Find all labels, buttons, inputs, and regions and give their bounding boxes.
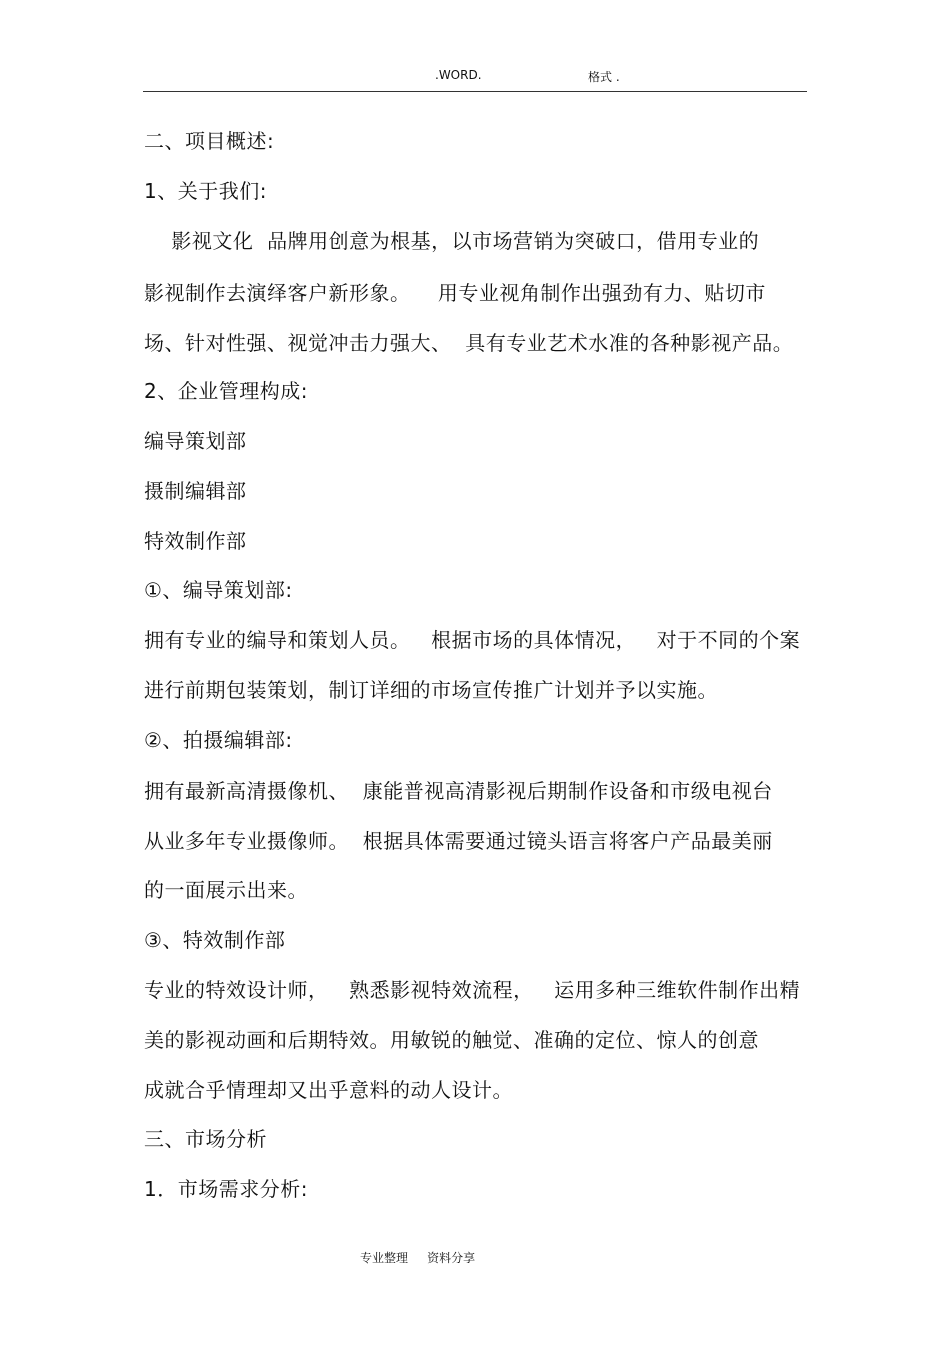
paragraph-line: 美的影视动画和后期特效。用敏锐的触觉、准确的定位、惊人的创意 (144, 1028, 759, 1052)
header-format-label: 格式 . (588, 70, 620, 84)
page-header (143, 66, 807, 92)
section-heading-overview: 二、项目概述: (144, 129, 275, 153)
paragraph-line: 拥有最新高清摄像机、 康能普视高清影视后期制作设备和市级电视台 (144, 779, 773, 803)
paragraph-line: 进行前期包装策划，制订详细的市场宣传推广计划并予以实施。 (144, 678, 718, 702)
section-heading-market: 三、市场分析 (144, 1127, 267, 1151)
paragraph-line: 从业多年专业摄像师。 根据具体需要通过镜头语言将客户产品最美丽 (144, 829, 773, 853)
paragraph-line: 影视文化 品牌用创意为根基，以市场营销为突破口，借用专业的 (144, 229, 760, 253)
subheading-about-us: 1、关于我们: (144, 179, 267, 203)
page-footer: 专业整理 资料分享 (360, 1251, 476, 1265)
paragraph-line: 场、针对性强、视觉冲击力强大、 具有专业艺术水准的各种影视产品。 (144, 331, 794, 355)
subheading-management: 2、企业管理构成: (144, 379, 308, 403)
paragraph-line: 的一面展示出来。 (144, 878, 308, 902)
department-item: 编导策划部 (144, 429, 247, 453)
department-item: 特效制作部 (144, 529, 247, 553)
subheading-market-demand: 1．市场需求分析: (144, 1177, 308, 1201)
paragraph-line: 成就合乎情理却又出乎意料的动人设计。 (144, 1078, 513, 1102)
paragraph-line: 影视制作去演绎客户新形象。 用专业视角制作出强劲有力、贴切市 (144, 281, 766, 305)
header-word-label: .WORD. (435, 68, 482, 82)
subheading-planning-dept: ①、编导策划部: (144, 578, 293, 602)
subheading-effects-dept: ③、特效制作部 (144, 928, 286, 952)
paragraph-line: 拥有专业的编导和策划人员。 根据市场的具体情况， 对于不同的个案 (144, 628, 801, 652)
department-item: 摄制编辑部 (144, 479, 247, 503)
subheading-filming-dept: ②、拍摄编辑部: (144, 728, 293, 752)
paragraph-line: 专业的特效设计师， 熟悉影视特效流程， 运用多种三维软件制作出精 (144, 978, 801, 1002)
